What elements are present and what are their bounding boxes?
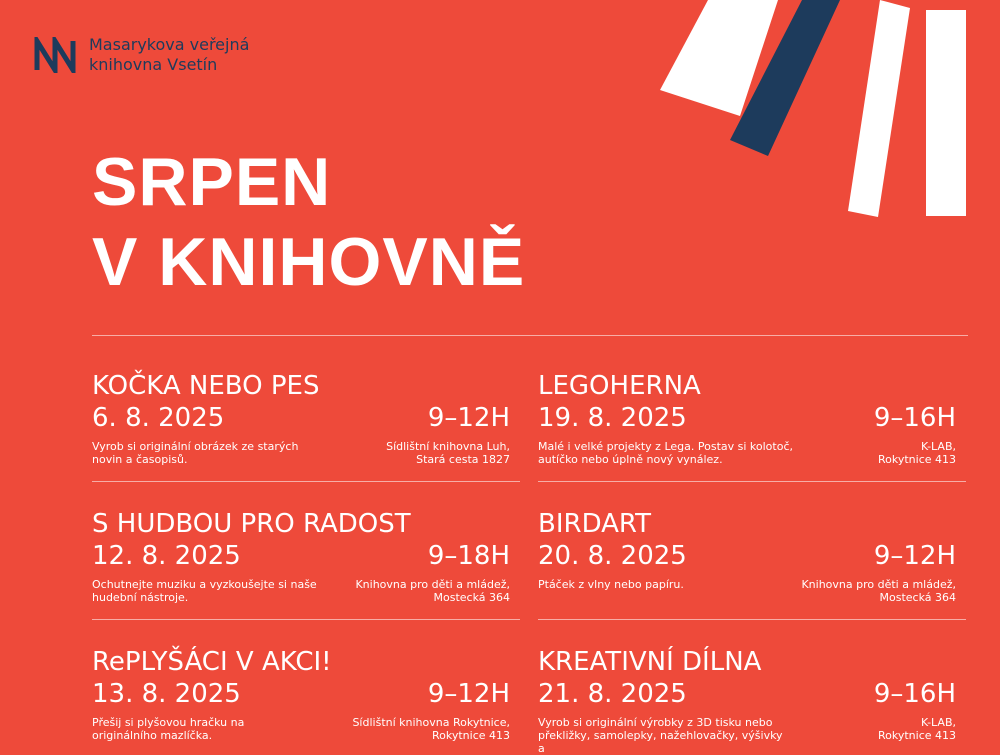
- event-time: 9–16H: [873, 403, 956, 433]
- event-card-birdart: [538, 509, 966, 614]
- event-location-line1: Knihovna pro děti a mládež,: [355, 578, 510, 591]
- event-date: 19. 8. 2025: [538, 403, 687, 433]
- event-divider: [92, 481, 520, 482]
- page-title-line1: SRPEN: [92, 144, 332, 220]
- event-location-line2: Rokytnice 413: [877, 453, 956, 466]
- event-title: RePLYŠÁCI V AKCI!: [92, 647, 332, 677]
- event-location-line1: K-LAB,: [921, 716, 956, 729]
- page-title-line2: V KNIHOVNĚ: [92, 224, 526, 300]
- event-date: 6. 8. 2025: [92, 403, 225, 433]
- event-date: 13. 8. 2025: [92, 679, 241, 709]
- event-title: KREATIVNÍ DÍLNA: [538, 647, 762, 677]
- event-location: [320, 440, 510, 466]
- event-description: Ochutnejte muziku a vyzkoušejte si naše hudební nástroje.: [92, 578, 317, 604]
- event-date: 21. 8. 2025: [538, 679, 687, 709]
- event-location: [766, 716, 956, 742]
- event-title: KOČKA NEBO PES: [92, 371, 320, 401]
- event-location-line1: Knihovna pro děti a mládež,: [801, 578, 956, 591]
- event-location: [766, 578, 956, 604]
- event-card-s-hudbou-pro-radost: [92, 509, 520, 614]
- event-description: Vyrob si originální obrázek ze starých novin a časopisů.: [92, 440, 299, 466]
- event-location-line1: Sídlištní knihovna Luh,: [386, 440, 510, 453]
- event-time: 9–16H: [873, 679, 956, 709]
- event-description: Přešij si plyšovou hračku na originálního mazlíčka.: [92, 716, 245, 742]
- event-date: 20. 8. 2025: [538, 541, 687, 571]
- stripe-white-right: [926, 10, 966, 216]
- event-location: [766, 440, 956, 466]
- event-description: Malé i velké projekty z Lega. Postav si kolotoč, autíčko nebo úplně nový vynález.: [538, 440, 794, 466]
- library-name: [89, 35, 249, 75]
- event-divider: [538, 619, 966, 620]
- library-logo[interactable]: [33, 35, 249, 75]
- library-logo-icon: [33, 37, 81, 73]
- event-time: 9–18H: [427, 541, 510, 571]
- event-location: [320, 716, 510, 742]
- page-title: [92, 142, 525, 302]
- event-description: Ptáček z vlny nebo papíru.: [538, 578, 684, 591]
- stripe-white-middle: [848, 0, 910, 217]
- library-name-line1: Masarykova veřejná: [89, 35, 250, 54]
- event-divider: [538, 481, 966, 482]
- event-location: [320, 578, 510, 604]
- event-location-line2: Mostecká 364: [879, 591, 956, 604]
- divider: [92, 335, 968, 336]
- event-location-line2: Rokytnice 413: [877, 729, 956, 742]
- event-location-line2: Mostecká 364: [433, 591, 510, 604]
- event-location-line2: Rokytnice 413: [431, 729, 510, 742]
- event-time: 9–12H: [427, 403, 510, 433]
- event-location-line2: Stará cesta 1827: [416, 453, 510, 466]
- event-title: S HUDBOU PRO RADOST: [92, 509, 411, 539]
- event-location-line1: Sídlištní knihovna Rokytnice,: [352, 716, 510, 729]
- event-time: 9–12H: [427, 679, 510, 709]
- event-description: Vyrob si originální výrobky z 3D tisku nebo překližky, samolepky, nažehlovačky, výšivky a: [538, 716, 783, 755]
- library-name-line2: knihovna Vsetín: [89, 55, 218, 74]
- event-date: 12. 8. 2025: [92, 541, 241, 571]
- event-card-legoherna: [538, 371, 966, 476]
- event-title: BIRDART: [538, 509, 651, 539]
- event-location-line1: K-LAB,: [921, 440, 956, 453]
- event-time: 9–12H: [873, 541, 956, 571]
- event-divider: [92, 619, 520, 620]
- event-title: LEGOHERNA: [538, 371, 701, 401]
- event-card-kocka-nebo-pes: [92, 371, 520, 476]
- event-card-replysaci-v-akci: [92, 647, 520, 752]
- event-card-kreativni-dilna: [538, 647, 966, 755]
